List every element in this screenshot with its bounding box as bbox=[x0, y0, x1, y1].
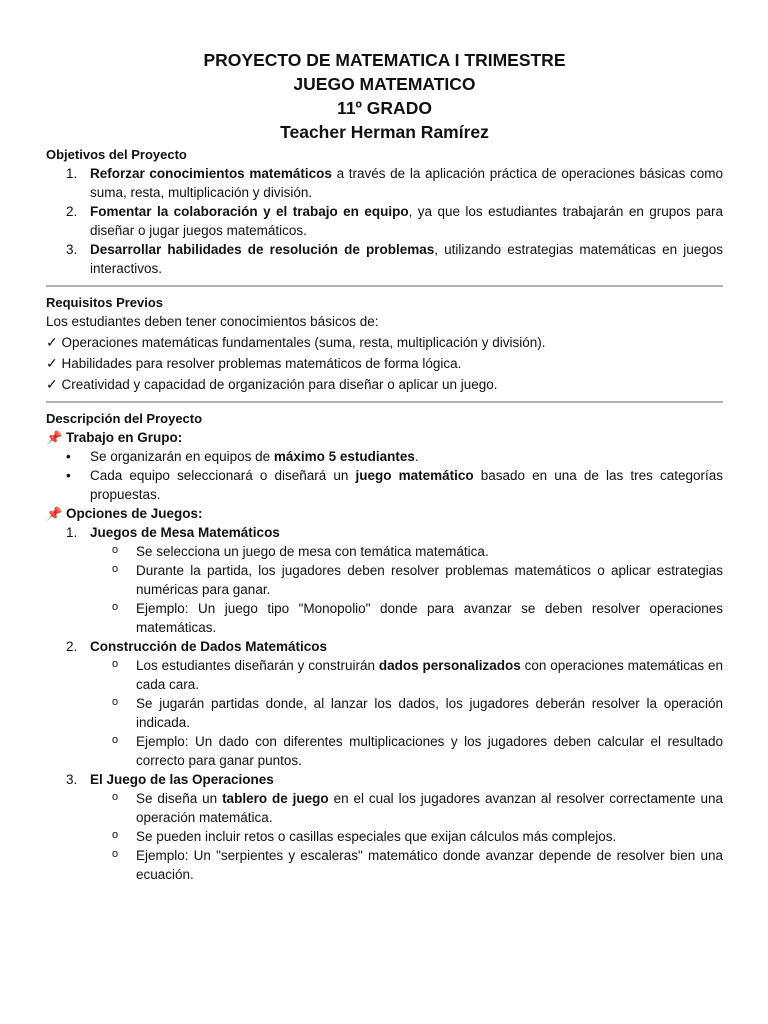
trabajo-heading-text: Trabajo en Grupo: bbox=[65, 430, 183, 445]
requisito-text: Operaciones matemáticas fundamentales (suma, resta, multiplicación y división). bbox=[61, 335, 546, 350]
section-divider bbox=[46, 285, 723, 287]
game-title: Juegos de Mesa Matemáticos bbox=[90, 525, 280, 540]
objetivo-bold: Desarrollar habilidades de resolución de problemas bbox=[90, 242, 435, 257]
document-title bbox=[46, 48, 723, 144]
text: con operaciones matemáticas en cada cara. bbox=[136, 658, 723, 692]
text: Se organizarán en equipos de bbox=[90, 449, 274, 464]
game-details bbox=[90, 789, 723, 884]
objetivo-number: 1. bbox=[66, 166, 78, 181]
game-detail-item bbox=[90, 789, 723, 827]
title-line-4: Teacher Herman Ramírez bbox=[280, 122, 489, 142]
bold-text: máximo 5 estudiantes bbox=[273, 449, 415, 464]
text: Se jugarán partidas donde, al lanzar los dados, los jugadores deberán resolver la operación indicada. bbox=[136, 696, 723, 730]
bold-text: juego matemático bbox=[355, 468, 474, 483]
game-title: El Juego de las Operaciones bbox=[90, 772, 274, 787]
requisito-text: Creatividad y capacidad de organización para diseñar o aplicar un juego. bbox=[61, 377, 498, 392]
game-item bbox=[46, 770, 723, 884]
section-divider bbox=[46, 401, 723, 403]
objetivo-bold: Fomentar la colaboración y el trabajo en equipo bbox=[90, 204, 409, 219]
objetivos-heading: Objetivos del Proyecto bbox=[46, 147, 187, 162]
game-item bbox=[46, 637, 723, 770]
opciones-heading bbox=[46, 504, 723, 523]
text: basado en una de las tres categorías propuestas. bbox=[90, 468, 724, 502]
requisito-item bbox=[46, 354, 723, 373]
checkmark-icon: ✓ bbox=[46, 334, 58, 350]
checkmark-icon: ✓ bbox=[46, 355, 58, 371]
pushpin-icon: 📌 bbox=[46, 430, 63, 445]
text: en el cual los jugadores avanzan al resolver correctamente una operación matemática. bbox=[136, 791, 724, 825]
game-item bbox=[46, 523, 723, 637]
text: Cada equipo seleccionará o diseñará un bbox=[90, 468, 356, 483]
requisitos-heading: Requisitos Previos bbox=[46, 295, 164, 310]
objetivo-item bbox=[46, 202, 723, 240]
objetivo-item bbox=[46, 164, 723, 202]
trabajo-item bbox=[46, 447, 723, 466]
requisito-item bbox=[46, 333, 723, 352]
descripcion-heading: Descripción del Proyecto bbox=[46, 411, 203, 426]
pushpin-icon: 📌 bbox=[46, 506, 63, 521]
objetivos-list bbox=[46, 164, 723, 278]
text: Los estudiantes diseñarán y construirán bbox=[136, 658, 379, 673]
objetivo-text: a través de la aplicación práctica de operaciones básicas como suma, resta, multiplicación y división. bbox=[90, 166, 723, 200]
objetivo-item bbox=[46, 240, 723, 278]
game-number: 1. bbox=[66, 525, 78, 540]
title-line-3: 11º GRADO bbox=[337, 98, 432, 118]
game-detail-item bbox=[90, 846, 723, 884]
text: Ejemplo: Un juego tipo "Monopolio" donde para avanzar se deben resolver operaciones matemáticas. bbox=[136, 601, 723, 635]
trabajo-heading bbox=[46, 428, 723, 447]
text: Se pueden incluir retos o casillas especiales que exijan cálculos más complejos. bbox=[136, 829, 617, 844]
trabajo-item bbox=[46, 466, 723, 504]
opciones-heading-text: Opciones de Juegos: bbox=[65, 506, 203, 521]
document-page bbox=[46, 48, 723, 884]
objetivo-text: , ya que los estudiantes trabajarán en grupos para diseñar o jugar juegos matemáticos. bbox=[90, 204, 723, 238]
game-detail-item bbox=[90, 694, 723, 732]
game-number: 2. bbox=[66, 639, 78, 654]
game-detail-item bbox=[90, 561, 723, 599]
game-detail-item bbox=[90, 656, 723, 694]
objetivo-text: , utilizando estrategias matemáticas en juegos interactivos. bbox=[90, 242, 724, 276]
game-title: Construcción de Dados Matemáticos bbox=[90, 639, 328, 654]
checkmark-icon: ✓ bbox=[46, 376, 58, 392]
text: . bbox=[414, 449, 419, 464]
title-line-1: PROYECTO DE MATEMATICA I TRIMESTRE bbox=[203, 50, 566, 70]
requisito-text: Habilidades para resolver problemas matemáticos de forma lógica. bbox=[61, 356, 462, 371]
requisito-item bbox=[46, 375, 723, 394]
text: Ejemplo: Un dado con diferentes multiplicaciones y los jugadores deben calcular el resultado correcto para ganar puntos. bbox=[136, 734, 723, 768]
game-detail-item bbox=[90, 732, 723, 770]
title-line-2: JUEGO MATEMATICO bbox=[293, 74, 476, 94]
objetivo-number: 3. bbox=[66, 242, 78, 257]
text: Se diseña un bbox=[136, 791, 223, 806]
trabajo-list bbox=[46, 447, 723, 504]
game-details bbox=[90, 656, 723, 770]
games-list bbox=[46, 523, 723, 884]
bold-text: tablero de juego bbox=[222, 791, 329, 806]
objetivo-bold: Reforzar conocimientos matemáticos bbox=[90, 166, 332, 181]
descripcion-section bbox=[46, 409, 723, 884]
requisitos-section bbox=[46, 293, 723, 394]
game-detail-item bbox=[90, 542, 723, 561]
text: Durante la partida, los jugadores deben resolver problemas matemáticos o aplicar estrategias numéricas para ganar. bbox=[136, 563, 723, 597]
bold-text: dados personalizados bbox=[378, 658, 521, 673]
game-detail-item bbox=[90, 599, 723, 637]
game-detail-item bbox=[90, 827, 723, 846]
objetivo-number: 2. bbox=[66, 204, 78, 219]
text: Ejemplo: Un "serpientes y escaleras" matemático donde avanzar depende de resolver bien una ecuación. bbox=[136, 848, 723, 882]
game-number: 3. bbox=[66, 772, 78, 787]
text: Se selecciona un juego de mesa con temática matemática. bbox=[136, 544, 489, 559]
objetivos-section bbox=[46, 145, 723, 278]
game-details bbox=[90, 542, 723, 637]
requisitos-intro: Los estudiantes deben tener conocimientos básicos de: bbox=[46, 314, 379, 329]
